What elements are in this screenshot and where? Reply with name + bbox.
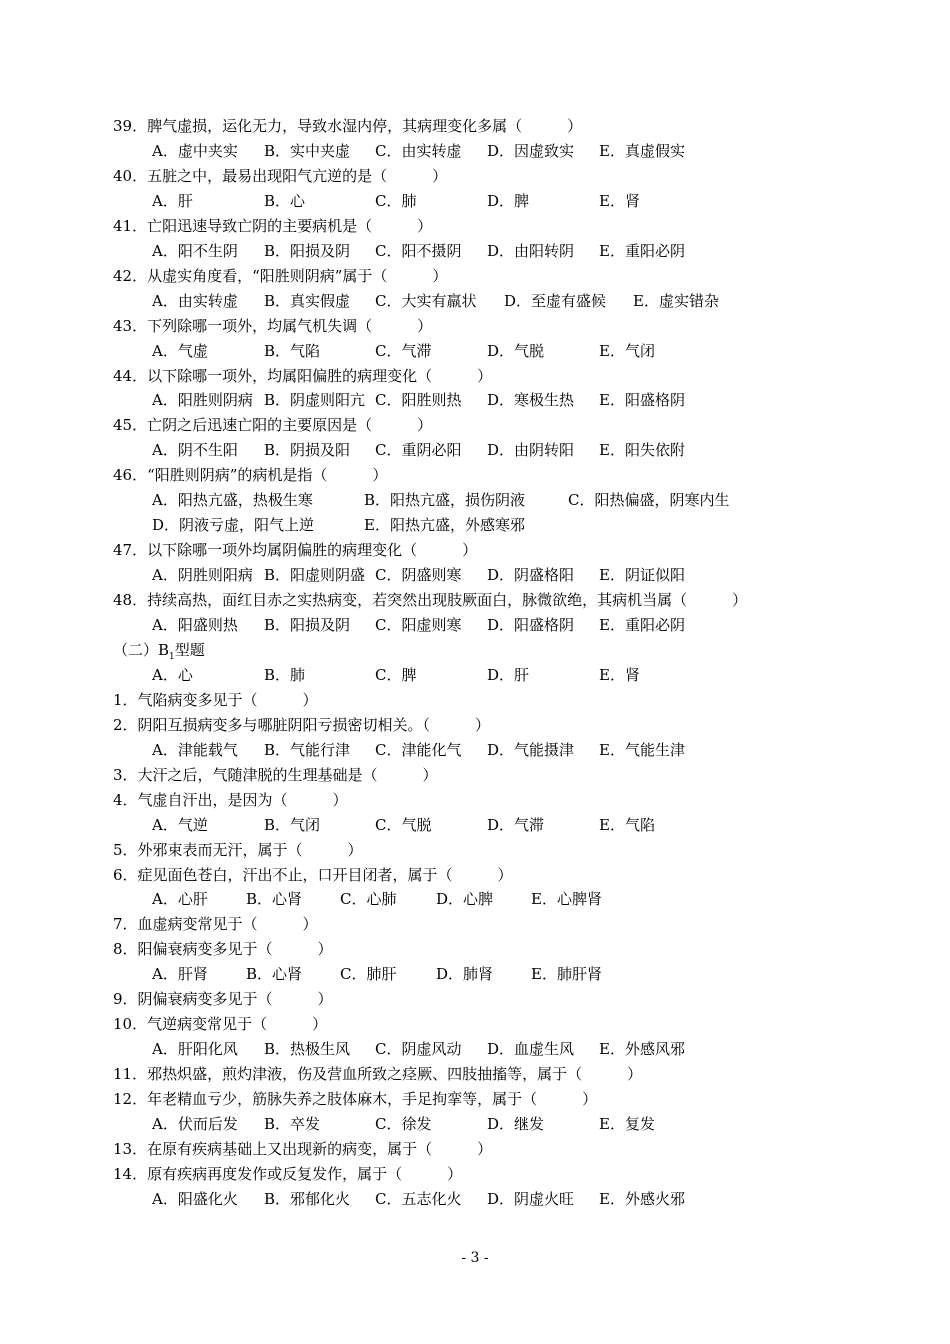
option-e: E．肺肝肾 [531,965,602,984]
question-text: 1．气陷病变多见于（ ） [113,690,318,709]
question-text: 44．以下除哪一项外，均属阳偏胜的病理变化（ ） [113,366,493,385]
option-b: B．阳虚则阴盛 [264,566,366,585]
option-a: A．心 [152,665,193,684]
question-text: 6．症见面色苍白，汗出不止，口开目闭者，属于（ ） [113,865,513,884]
question-text: 12．年老精血亏少，筋脉失养之肢体麻木，手足拘挛等，属于（ ） [113,1090,598,1108]
question-line [0,1012,950,1036]
question-line [0,164,950,188]
option-c: C．心肺 [340,890,397,909]
option-e: E．心脾肾 [531,890,602,909]
option-c: C．阳虚则寒 [375,616,462,634]
question-text: 13．在原有疾病基础上又出现新的病变，属于（ ） [113,1139,493,1158]
question-text: 47．以下除哪一项外均属阴偏胜的病理变化（ ） [113,541,478,560]
option-b: B．阴虚则阳亢 [264,391,366,410]
option-c: C．气滞 [375,341,432,360]
question-text: 39．脾气虚损，运化无力，导致水湿内停，其病理变化多属（ ） [113,117,583,135]
options-line [0,189,950,213]
option-b: B．气闭 [264,815,321,834]
option-a: A．阳胜则阴病 [152,391,253,410]
option-a: A．由实转虚 [152,291,238,310]
option-d: D．由阴转阳 [487,441,575,460]
option-d: D．血虚生风 [487,1040,575,1059]
question-line [0,1162,950,1186]
option-b: B．心 [264,191,306,210]
option-e: E．外感火邪 [599,1189,685,1208]
option-a: A．阴不生阳 [152,441,238,460]
option-e: E．气闭 [599,341,655,360]
options-line [0,563,950,587]
option-b: B．卒发 [264,1115,321,1133]
option-a: A．阳盛则热 [152,616,238,634]
section-title: （二）$B_1$型题 [113,640,205,662]
option-b: E．阳热亢盛，外感寒邪 [364,516,525,535]
options-line [0,339,950,363]
question-text: 9．阴偏衰病变多见于（ ） [113,990,333,1009]
option-a: A．肝 [152,191,193,210]
question-text: 48．持续高热，面红目赤之实热病变，若突然出现肢厥面白，脉微欲绝，其病机当属（ ） [113,591,748,609]
option-a: A．阳热亢盛，热极生寒 [152,491,313,510]
options-line [0,139,950,163]
options-line [0,488,950,512]
option-d: D．气能摄津 [487,740,575,759]
options-line [0,613,950,637]
option-d: D．肝 [487,665,530,684]
options-line [0,1037,950,1061]
option-a: A．肝阳化风 [152,1040,238,1059]
option-e: E．复发 [599,1115,655,1133]
option-b: B．实中夹虚 [264,141,351,160]
question-text: 40．五脏之中，最易出现阳气亢逆的是（ ） [113,166,448,185]
option-e: E．阴证似阳 [599,566,685,585]
option-b: B．肺 [264,665,306,684]
question-line [0,588,950,612]
option-a: A．肝肾 [152,965,208,984]
option-c: C．津能化气 [375,740,462,759]
options-line [0,438,950,462]
option-c: C．阳胜则热 [375,391,462,410]
options-line [0,388,950,412]
option-a: D．阴液亏虚，阳气上逆 [152,516,315,535]
option-d: D．阳盛格阴 [487,616,575,634]
option-a: A．气虚 [152,341,208,360]
option-c: C．五志化火 [375,1189,462,1208]
question-line [0,838,950,862]
option-e: E．真虚假实 [599,141,685,160]
question-line [0,987,950,1011]
option-b: B．心肾 [246,965,303,984]
option-b: B．气陷 [264,341,321,360]
option-a: A．伏而后发 [152,1115,238,1133]
options-line [0,813,950,837]
option-b: B．阴损及阳 [264,441,351,460]
question-text: 11．邪热炽盛，煎灼津液，伤及营血所致之痉厥、四肢抽搐等，属于（ ） [113,1065,643,1084]
option-e: E．阳盛格阴 [599,391,685,410]
option-a: A．阴胜则阳病 [152,566,253,585]
option-a: A．气逆 [152,815,208,834]
option-e: E．阳失依附 [599,441,685,460]
option-c: C．重阴必阳 [375,441,462,460]
question-text: 43．下列除哪一项外，均属气机失调（ ） [113,316,433,335]
option-b: B．热极生风 [264,1040,351,1059]
question-line [0,763,950,787]
question-line [0,413,950,437]
question-line [0,264,950,288]
options-line [0,1187,950,1211]
question-line [0,314,950,338]
question-line [0,364,950,388]
option-a: A．心肝 [152,890,208,909]
options-line [0,289,950,313]
option-b: B．阳损及阴 [264,616,351,634]
options-line [0,962,950,986]
option-e: E．肾 [599,191,640,210]
question-line [0,937,950,961]
question-line [0,1087,950,1111]
question-text: 3．大汗之后，气随津脱的生理基础是（ ） [113,765,438,784]
option-d: D．阴盛格阳 [487,566,575,585]
option-c: C．肺肝 [340,965,397,984]
question-line [0,713,950,737]
question-text: 46．“阳胜则阴病”的病机是指（ ） [113,466,388,485]
question-line [0,863,950,887]
options-line [0,663,950,687]
option-a: A．津能载气 [152,740,238,759]
option-d: D．气脱 [487,341,545,360]
option-d: D．肺肾 [436,965,494,984]
options-line [0,887,950,911]
question-text: 5．外邪束表而无汗，属于（ ） [113,840,363,859]
option-d: D．由阳转阴 [487,241,575,260]
option-a: A．阳不生阴 [152,241,238,260]
question-text: 45．亡阴之后迅速亡阳的主要原因是（ ） [113,416,433,435]
question-line [0,688,950,712]
question-text: 10．气逆病变常见于（ ） [113,1015,328,1034]
question-text: 7．血虚病变常见于（ ） [113,915,318,934]
option-c: C．阴虚风动 [375,1040,462,1059]
option-b: B．阳热亢盛，损伤阴液 [364,491,526,510]
question-text: 14．原有疾病再度发作或反复发作，属于（ ） [113,1164,463,1183]
question-line [0,114,950,138]
option-c: C．阳不摄阴 [375,241,462,260]
option-c: C．脾 [375,665,417,684]
option-d: D．寒极生热 [487,391,575,410]
option-d: D．阴虚火旺 [487,1189,575,1208]
option-c: C．肺 [375,191,417,210]
options-line [0,1112,950,1136]
option-c: C．阴盛则寒 [375,566,462,585]
question-text: 2．阴阳互损病变多与哪脏阴阳亏损密切相关。（ ） [113,715,491,734]
option-b: B．阳损及阴 [264,241,351,260]
option-d: D．因虚致实 [487,141,575,160]
question-text: 41．亡阳迅速导致亡阴的主要病机是（ ） [113,216,433,235]
option-b: B．心肾 [246,890,303,909]
option-b: B．真实假虚 [264,291,351,310]
option-d: D．气滞 [487,815,545,834]
question-line [0,538,950,562]
option-d: D．脾 [487,191,530,210]
option-d: D．继发 [487,1115,545,1133]
options-line [0,513,950,537]
option-a: A．阳盛化火 [152,1189,238,1208]
options-line [0,239,950,263]
question-line [0,912,950,936]
question-line [0,1137,950,1161]
option-c: C．阳热偏盛，阴寒内生 [568,491,730,510]
page-number: - 3 - [461,1250,489,1266]
option-e: E．肾 [599,665,640,684]
option-c: C．徐发 [375,1115,432,1133]
option-e: E．重阳必阴 [599,241,685,260]
question-line [0,1062,950,1086]
options-line [0,738,950,762]
option-e: E．重阳必阴 [599,616,685,634]
option-c: C．由实转虚 [375,141,462,160]
option-e: E．虚实错杂 [633,291,719,310]
option-b: B．邪郁化火 [264,1189,351,1208]
option-d: D．心脾 [436,890,494,909]
question-line [0,214,950,238]
question-text: 8．阳偏衰病变多见于（ ） [113,940,333,959]
option-e: E．气能生津 [599,740,685,759]
question-text: 42．从虚实角度看，“阳胜则阴病”属于（ ） [113,266,448,285]
section-header [0,638,950,662]
option-b: B．气能行津 [264,740,351,759]
option-a: A．虚中夹实 [152,141,238,160]
option-c: C．气脱 [375,815,432,834]
option-e: E．气陷 [599,815,655,834]
question-line [0,463,950,487]
option-e: E．外感风邪 [599,1040,685,1059]
option-d: D．至虚有盛候 [504,291,607,310]
question-line [0,788,950,812]
question-text: 4．气虚自汗出，是因为（ ） [113,790,348,809]
option-c: C．大实有羸状 [375,291,477,310]
